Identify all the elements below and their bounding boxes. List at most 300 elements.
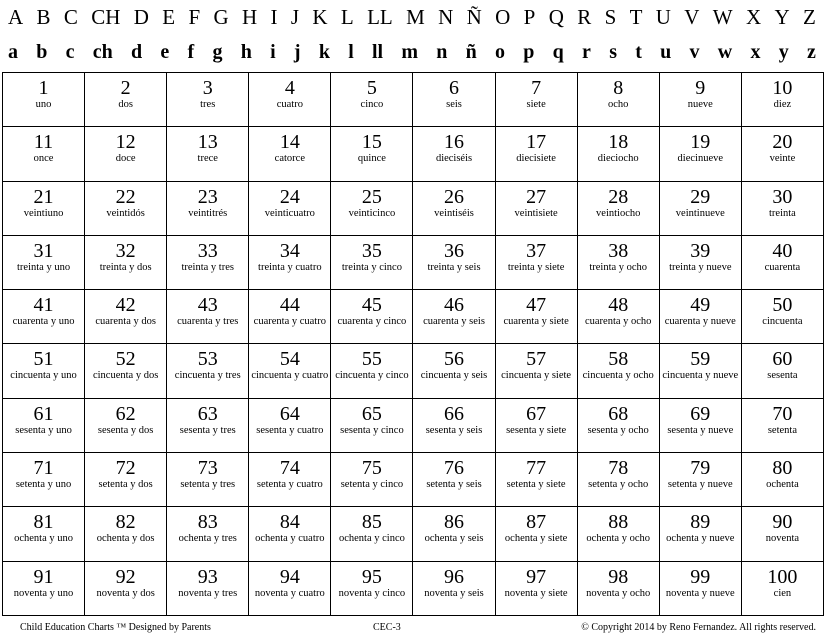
number-cell [331,127,413,181]
number-word: cuarenta y ocho [584,316,652,328]
number-word: treinta y cinco [341,261,402,273]
number-cell [85,181,167,235]
lowercase-letter: e [160,41,170,63]
number-word: veinticinco [348,207,396,219]
number-digit: 92 [115,565,136,588]
number-word: veintiuno [23,207,64,219]
table-row [3,344,824,398]
number-cell [577,235,659,289]
number-digit: 95 [361,565,382,588]
number-word: veintiocho [596,207,641,219]
lowercase-letter: y [778,41,789,63]
uppercase-letter: LL [367,5,393,29]
number-cell [3,398,85,452]
number-word: cincuenta [762,316,803,328]
number-word: veinte [769,153,796,165]
lowercase-letter: a [8,41,18,63]
table-row [3,453,824,507]
uppercase-letter: D [133,5,149,29]
lowercase-letter: i [270,41,276,63]
number-word: sesenta y cuatro [256,424,324,436]
number-cell [249,235,331,289]
number-word: treinta y uno [17,261,71,273]
number-cell [167,344,249,398]
number-cell [85,73,167,127]
number-word: noventa y dos [96,587,155,599]
number-digit: 16 [444,131,465,154]
number-cell [495,561,577,615]
uppercase-letter: F [188,5,201,29]
number-cell [495,344,577,398]
number-word: ochenta y dos [96,533,155,545]
number-cell [3,73,85,127]
number-cell [495,181,577,235]
uppercase-letter: V [684,5,700,29]
number-digit: 65 [361,402,382,425]
number-word: cinco [360,99,384,110]
number-word: diez [773,99,792,110]
number-digit: 72 [115,457,136,480]
uppercase-letter: U [655,5,671,29]
number-word: treinta y siete [507,261,565,273]
number-digit: 31 [33,239,54,262]
number-cell [495,73,577,127]
number-word: sesenta y ocho [587,424,649,436]
number-word: veintinueve [675,207,725,219]
number-cell [331,235,413,289]
number-word: cuarenta y cuatro [253,316,326,328]
number-digit: 77 [526,457,547,480]
number-cell [741,507,823,561]
number-digit: 59 [690,348,711,371]
number-cell [3,344,85,398]
number-digit: 58 [608,348,629,371]
number-digit: 71 [33,457,54,480]
lowercase-letter: g [212,41,223,63]
number-word: treinta y dos [99,261,152,273]
number-digit: 89 [690,511,711,534]
number-digit: 35 [361,239,382,262]
number-cell [167,453,249,507]
number-word: sesenta y nueve [667,424,734,436]
number-cell [741,398,823,452]
number-digit: 82 [115,511,136,534]
number-digit: 10 [772,77,793,99]
number-digit: 38 [608,239,629,262]
number-word: dos [118,99,133,110]
number-cell [741,290,823,344]
uppercase-letter: E [162,5,176,29]
number-digit: 1 [38,77,49,99]
number-cell [495,290,577,344]
number-word: sesenta y dos [97,424,154,436]
number-digit: 28 [608,185,629,208]
number-digit: 7 [531,77,542,99]
number-cell [577,453,659,507]
lowercase-letter: x [750,41,761,63]
number-cell [577,73,659,127]
number-word: setenta y tres [180,479,236,491]
number-cell [413,73,495,127]
number-cell [85,507,167,561]
number-cell [3,507,85,561]
number-word: veinticuatro [264,207,315,219]
lowercase-letter: z [806,41,816,63]
number-word: cincuenta y uno [10,370,77,382]
number-word: ochenta y uno [14,533,73,545]
number-digit: 45 [361,294,382,317]
number-digit: 80 [772,457,793,480]
lowercase-letter: w [717,41,733,63]
number-word: uno [35,99,52,110]
number-digit: 47 [526,294,547,317]
number-digit: 91 [33,565,54,588]
lowercase-letter: ll [372,41,384,63]
lowercase-letter: k [318,41,330,63]
number-digit: 61 [33,402,54,425]
number-cell [659,561,741,615]
number-word: cuarenta y siete [503,316,569,328]
number-cell [577,344,659,398]
number-digit: 4 [284,77,295,99]
number-cell [577,290,659,344]
uppercase-letter: G [213,5,229,29]
number-cell [659,290,741,344]
number-digit: 94 [279,565,300,588]
number-digit: 53 [197,348,218,371]
number-cell [331,561,413,615]
number-word: dieciocho [597,153,639,165]
lowercase-alphabet-row [0,35,828,70]
number-word: setenta y uno [15,479,72,491]
number-digit: 83 [197,511,218,534]
number-cell [3,290,85,344]
table-row [3,398,824,452]
number-cell [167,561,249,615]
number-digit: 5 [366,77,377,99]
number-word: noventa y tres [178,587,238,599]
number-cell [85,127,167,181]
number-word: setenta y siete [506,479,566,491]
number-digit: 42 [115,294,136,317]
number-word: cuarenta [764,261,801,273]
number-digit: 25 [361,185,382,208]
number-digit: 50 [772,294,793,317]
uppercase-letter: Q [548,5,564,29]
uppercase-alphabet-row [0,0,828,35]
number-digit: 18 [608,131,629,154]
number-digit: 73 [197,457,218,480]
uppercase-letter: K [312,5,328,29]
number-word: once [33,153,54,165]
number-digit: 24 [279,185,300,208]
number-word: cuatro [276,99,303,110]
number-digit: 67 [526,402,547,425]
number-word: nueve [687,99,713,110]
number-cell [249,73,331,127]
number-digit: 87 [526,511,547,534]
number-digit: 93 [197,565,218,588]
number-digit: 46 [444,294,465,317]
lowercase-letter: c [65,41,75,63]
uppercase-letter: CH [91,5,121,29]
number-digit: 30 [772,185,793,208]
number-chart-table [2,72,824,616]
number-digit: 64 [279,402,300,425]
number-digit: 90 [772,511,793,534]
number-cell [85,398,167,452]
number-digit: 55 [361,348,382,371]
number-digit: 79 [690,457,711,480]
number-cell [249,344,331,398]
number-digit: 88 [608,511,629,534]
number-cell [495,507,577,561]
number-cell [249,127,331,181]
uppercase-letter: M [406,5,425,29]
uppercase-letter: W [712,5,733,29]
lowercase-letter: ch [92,41,113,63]
number-word: cuarenta y dos [95,316,156,328]
table-row [3,290,824,344]
number-cell [659,235,741,289]
number-digit: 96 [444,565,465,588]
number-word: quince [357,153,386,165]
number-word: noventa [765,533,800,545]
uppercase-letter: H [242,5,258,29]
number-digit: 70 [772,402,793,425]
number-word: noventa y cuatro [254,587,325,599]
number-cell [495,127,577,181]
number-word: veintiséis [434,207,474,219]
number-word: noventa y siete [504,587,568,599]
number-cell [331,181,413,235]
uppercase-letter: O [495,5,511,29]
number-cell [331,453,413,507]
uppercase-letter: Ñ [466,5,482,29]
number-cell [3,453,85,507]
lowercase-letter: l [348,41,354,63]
number-digit: 26 [444,185,465,208]
number-word: trece [197,153,218,165]
number-cell [413,398,495,452]
number-word: noventa y seis [424,587,484,599]
number-digit: 36 [444,239,465,262]
lowercase-letter: n [436,41,448,63]
number-word: setenta y seis [426,479,482,491]
number-word: catorce [274,153,305,165]
number-word: diecinueve [677,153,724,165]
number-word: veintidós [106,207,145,219]
number-digit: 60 [772,348,793,371]
number-cell [85,290,167,344]
number-digit: 3 [202,77,213,99]
lowercase-letter: d [131,41,143,63]
number-word: noventa y cinco [338,587,406,599]
number-word: cincuenta y seis [420,370,488,382]
lowercase-letter: b [36,41,48,63]
number-digit: 32 [115,239,136,262]
number-word: cuarenta y cinco [337,316,407,328]
number-cell [167,127,249,181]
lowercase-letter: p [523,41,535,63]
lowercase-letter: s [609,41,617,63]
number-digit: 14 [279,131,300,154]
number-cell [413,290,495,344]
number-word: cuarenta y uno [12,316,75,328]
number-cell [577,181,659,235]
number-cell [331,507,413,561]
lowercase-letter: h [240,41,252,63]
number-digit: 2 [120,77,131,99]
number-digit: 11 [33,131,54,154]
number-digit: 34 [279,239,300,262]
number-cell [249,290,331,344]
number-digit: 29 [690,185,711,208]
number-word: cincuenta y cuatro [251,370,329,382]
number-digit: 39 [690,239,711,262]
uppercase-letter: A [8,5,24,29]
number-digit: 68 [608,402,629,425]
footer-chart-code: CEC-3 [373,622,401,633]
number-word: seis [446,99,462,110]
number-digit: 74 [279,457,300,480]
uppercase-letter: N [438,5,454,29]
number-digit: 52 [115,348,136,371]
number-digit: 12 [115,131,136,154]
number-digit: 43 [197,294,218,317]
number-cell [167,73,249,127]
number-cell [413,127,495,181]
number-cell [741,344,823,398]
number-word: cien [773,587,792,599]
number-cell [659,398,741,452]
number-word: doce [115,153,136,165]
number-cell [413,344,495,398]
footer [0,616,828,640]
number-cell [577,561,659,615]
number-cell [413,453,495,507]
number-cell [331,398,413,452]
number-digit: 69 [690,402,711,425]
uppercase-letter: T [629,5,643,29]
uppercase-letter: R [577,5,592,29]
number-cell [577,398,659,452]
number-cell [331,344,413,398]
number-digit: 8 [613,77,624,99]
number-cell [85,453,167,507]
lowercase-letter: v [689,41,700,63]
number-word: cincuenta y tres [174,370,241,382]
number-word: setenta y dos [98,479,153,491]
number-word: diecisiete [516,153,556,165]
number-word: treinta y ocho [589,261,648,273]
lowercase-letter: u [660,41,672,63]
number-digit: 97 [526,565,547,588]
number-cell [659,181,741,235]
number-word: sesenta y siete [506,424,567,436]
number-word: siete [526,99,546,110]
lowercase-letter: t [635,41,642,63]
number-word: ochenta y cuatro [255,533,325,545]
number-word: cincuenta y cinco [335,370,409,382]
number-cell [249,181,331,235]
number-digit: 85 [361,511,382,534]
number-word: cuarenta y seis [423,316,485,328]
number-digit: 57 [526,348,547,371]
number-cell [167,507,249,561]
number-word: ochenta y ocho [586,533,650,545]
number-cell [3,181,85,235]
number-cell [3,127,85,181]
number-word: sesenta y cinco [340,424,404,436]
number-digit: 98 [608,565,629,588]
uppercase-letter: L [340,5,354,29]
number-word: sesenta y uno [15,424,72,436]
number-digit: 66 [444,402,465,425]
number-cell [3,235,85,289]
number-cell [741,127,823,181]
number-digit: 33 [197,239,218,262]
number-cell [741,181,823,235]
number-word: sesenta y tres [179,424,236,436]
number-cell [577,507,659,561]
number-word: setenta y ocho [588,479,649,491]
number-word: cincuenta y dos [92,370,159,382]
number-cell [577,127,659,181]
number-cell [85,561,167,615]
number-cell [167,181,249,235]
number-word: cincuenta y siete [501,370,572,382]
number-word: ochenta y cinco [338,533,405,545]
number-cell [167,290,249,344]
number-digit: 17 [526,131,547,154]
number-cell [413,507,495,561]
number-cell [413,561,495,615]
number-digit: 9 [695,77,706,99]
table-row [3,235,824,289]
number-word: ochenta y tres [178,533,237,545]
number-digit: 41 [33,294,54,317]
number-cell [331,290,413,344]
number-digit: 40 [772,239,793,262]
number-word: noventa y uno [13,587,74,599]
number-cell [495,235,577,289]
footer-copyright: © Copyright 2014 by Reno Fernandez. All rights reserved. [581,622,816,633]
number-cell [741,73,823,127]
number-word: veintisiete [514,207,558,219]
number-word: noventa y ocho [586,587,651,599]
number-digit: 19 [690,131,711,154]
number-word: cincuenta y nueve [662,370,739,382]
number-digit: 63 [197,402,218,425]
number-cell [167,235,249,289]
number-digit: 22 [115,185,136,208]
number-digit: 23 [197,185,218,208]
number-cell [659,453,741,507]
uppercase-letter: I [270,5,278,29]
number-digit: 84 [279,511,300,534]
footer-credit: Child Education Charts ™ Designed by Parents [20,622,211,633]
number-cell [659,344,741,398]
number-word: veintitrés [188,207,228,219]
number-digit: 6 [449,77,460,99]
number-cell [741,561,823,615]
number-cell [413,181,495,235]
number-word: cuarenta y nueve [664,316,736,328]
number-digit: 100 [767,565,798,588]
number-digit: 99 [690,565,711,588]
number-cell [741,453,823,507]
